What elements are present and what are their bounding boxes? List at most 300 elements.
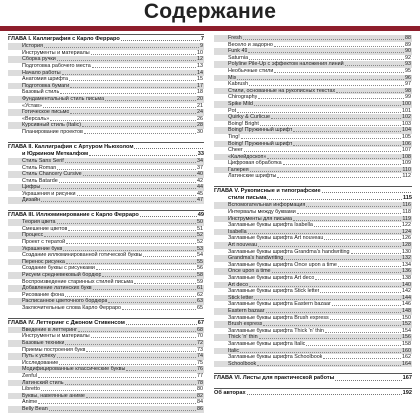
- toc-entries: [8, 43, 204, 135]
- toc-entry[interactable]: [214, 268, 412, 275]
- toc-entry[interactable]: [214, 134, 412, 141]
- toc-entry[interactable]: [8, 89, 204, 96]
- toc-entry[interactable]: [8, 340, 204, 347]
- toc-entry[interactable]: [8, 285, 204, 292]
- entry-page: 13: [197, 62, 203, 69]
- dot-leader: [102, 276, 196, 277]
- entry-title: Заглавные буквы шрифта Art deco: [228, 275, 315, 281]
- dot-leader: [259, 338, 401, 339]
- dot-leader: [63, 250, 196, 251]
- toc-entry[interactable]: [214, 42, 412, 49]
- dot-leader: [332, 305, 401, 306]
- dot-leader: [267, 199, 402, 200]
- chapter-heading[interactable]: [8, 142, 204, 150]
- dot-leader: [93, 289, 196, 290]
- toc-entry[interactable]: [214, 209, 412, 216]
- toc-entry[interactable]: [214, 167, 412, 174]
- entry-page: 65: [197, 305, 203, 311]
- toc-entry[interactable]: [8, 197, 204, 204]
- entry-page: 89: [405, 41, 411, 48]
- dot-leader: [86, 351, 196, 352]
- entry-title: Смешение цветов: [22, 225, 68, 232]
- entry-title: Путь к успеху: [22, 353, 56, 360]
- dot-leader: [274, 46, 404, 47]
- entry-title: Spike Mild: [228, 100, 253, 107]
- toc-entry[interactable]: [8, 305, 204, 312]
- toc-entry[interactable]: [214, 255, 412, 262]
- toc-entry[interactable]: [214, 222, 412, 229]
- entry-title: Заглавные буквы шрифта Eastern bazaar: [228, 301, 331, 308]
- entry-title: Буквы, навеянные аниме: [22, 392, 85, 399]
- dot-leader: [254, 299, 401, 300]
- toc-entry[interactable]: [214, 229, 412, 236]
- chapter-heading[interactable]: [214, 373, 412, 381]
- entry-title: Boing! Пружинный шрифт: [228, 140, 293, 147]
- toc-entry[interactable]: [8, 259, 204, 266]
- toc-entry[interactable]: [214, 262, 412, 269]
- toc-entry[interactable]: [214, 301, 412, 308]
- toc-entry[interactable]: [8, 76, 204, 83]
- chapter-page: 49: [197, 212, 204, 219]
- entry-title: Стили, основанные на рукописных текстах: [228, 87, 336, 94]
- entry-title: Теория цвета: [22, 219, 56, 226]
- chapter-heading[interactable]: [214, 388, 412, 396]
- dot-leader: [284, 259, 401, 260]
- dot-leader: [70, 113, 196, 114]
- entry-page: 30: [197, 128, 203, 135]
- toc-entry[interactable]: [8, 292, 204, 299]
- dot-leader: [57, 223, 196, 224]
- dot-leader: [143, 256, 196, 257]
- entry-title: Цифровая обработка: [228, 160, 282, 167]
- entry-title: Украшения и рисунки: [22, 190, 76, 197]
- dot-leader: [297, 213, 402, 214]
- page-title: Содержание: [143, 0, 277, 23]
- toc-entry[interactable]: [8, 122, 204, 129]
- dot-leader: [69, 80, 196, 81]
- entry-page: 10: [197, 49, 203, 56]
- dot-leader: [320, 292, 401, 293]
- entry-page: 116: [402, 202, 411, 209]
- dot-leader: [243, 39, 404, 40]
- toc-entry[interactable]: [8, 171, 204, 178]
- entry-title: История: [22, 43, 43, 50]
- dot-leader: [82, 126, 196, 127]
- dot-leader: [257, 365, 401, 366]
- entry-page: 134: [402, 261, 411, 268]
- entry-title: Заглавные буквы шрифта Brush express: [228, 314, 329, 321]
- entry-title: Проект с тератой: [22, 239, 66, 246]
- toc-entry[interactable]: [8, 50, 204, 57]
- entry-title: «Версаль»: [22, 115, 50, 122]
- toc-entry[interactable]: [8, 116, 204, 123]
- toc-entry[interactable]: [214, 249, 412, 256]
- toc-entry[interactable]: [214, 288, 412, 295]
- toc-entry[interactable]: [214, 334, 412, 341]
- toc-entry[interactable]: [8, 129, 204, 136]
- entry-title: Инструменты и материалы: [22, 49, 90, 56]
- entry-page: 100: [402, 100, 411, 107]
- chapter-title: ГЛАВА VI. Листы для практической работы: [214, 375, 335, 382]
- entry-title: Стиль Batarde: [22, 177, 58, 184]
- entry-page: 148: [402, 307, 411, 314]
- entry-page: 12: [197, 56, 203, 63]
- toc-entry[interactable]: [214, 216, 412, 223]
- toc-entry[interactable]: [214, 101, 412, 108]
- toc-entry[interactable]: [214, 315, 412, 322]
- entry-page: 126: [402, 235, 411, 242]
- entry-title: Заглавные буквы шрифта Isabella: [228, 222, 313, 229]
- toc-entry[interactable]: [214, 202, 412, 209]
- entry-page: 44: [197, 184, 203, 191]
- dot-leader: [267, 158, 401, 159]
- entry-page: 68: [197, 326, 203, 333]
- entry-page: 140: [402, 281, 411, 288]
- entry-title: Приемы построения букв: [22, 346, 86, 353]
- toc-entry[interactable]: [8, 63, 204, 70]
- toc-entry[interactable]: [214, 321, 412, 328]
- toc-entry[interactable]: [8, 333, 204, 340]
- entry-page: 84: [197, 399, 203, 406]
- entry-page: 142: [402, 288, 411, 295]
- dot-leader: [41, 188, 196, 189]
- entry-page: 108: [402, 153, 411, 160]
- toc-entry[interactable]: [8, 43, 204, 50]
- entry-title: Весело и задорно: [228, 41, 273, 48]
- entry-page: 26: [197, 115, 203, 122]
- dot-leader: [77, 195, 196, 196]
- toc-entry[interactable]: [8, 406, 204, 413]
- dot-leader: [293, 220, 401, 221]
- toc-entry[interactable]: [214, 108, 412, 115]
- toc-entry[interactable]: [8, 232, 204, 239]
- toc-entry[interactable]: [214, 35, 412, 42]
- entry-page: 158: [402, 340, 411, 347]
- entry-title: Libretto: [22, 386, 40, 393]
- chapter-page: 67: [197, 319, 204, 326]
- toc-entry[interactable]: [8, 399, 204, 406]
- entry-title: Thick 'n' thin: [228, 334, 258, 341]
- toc-entry[interactable]: [214, 114, 412, 121]
- entry-page: 104: [402, 127, 411, 134]
- dot-leader: [41, 390, 196, 391]
- toc-entry[interactable]: [8, 239, 204, 246]
- entry-page: 128: [402, 242, 411, 249]
- toc-entry[interactable]: [8, 184, 204, 191]
- dot-leader: [105, 100, 196, 101]
- entry-title: Ting!: [228, 133, 240, 140]
- dot-leader: [70, 87, 196, 88]
- entry-title: Eastern bazaar: [228, 307, 265, 314]
- title-bar: [0, 0, 420, 31]
- toc-entry[interactable]: [8, 298, 204, 305]
- dot-leader: [38, 403, 196, 404]
- toc-entry[interactable]: [8, 246, 204, 253]
- entry-page: 98: [405, 87, 411, 94]
- dot-leader: [306, 345, 401, 346]
- toc-entry[interactable]: [8, 279, 204, 286]
- chapter-page: 167: [402, 375, 412, 382]
- entry-page: 73: [197, 346, 203, 353]
- dot-leader: [140, 216, 197, 217]
- dot-leader: [122, 309, 196, 310]
- entry-title: Процесс: [22, 232, 44, 239]
- entry-title: Галерея: [228, 166, 249, 173]
- chapter-title: Об авторах: [214, 389, 246, 396]
- toc-entry[interactable]: [8, 56, 204, 63]
- entry-page: 59: [197, 278, 203, 285]
- entry-page: 28: [197, 122, 203, 129]
- toc-entry[interactable]: [8, 373, 204, 380]
- toc-entry[interactable]: [214, 75, 412, 82]
- toc-entry[interactable]: [214, 48, 412, 55]
- toc-entry[interactable]: [214, 328, 412, 335]
- entry-title: Дизайн: [22, 197, 41, 204]
- dot-leader: [249, 85, 404, 86]
- dot-leader: [263, 325, 401, 326]
- entry-page: 144: [402, 294, 411, 301]
- entry-title: Chirography: [228, 94, 258, 101]
- entry-page: 21: [197, 102, 203, 109]
- entry-title: Stick letter: [228, 294, 254, 301]
- toc-entry[interactable]: [214, 55, 412, 62]
- entry-title: Украшение букв: [22, 245, 63, 252]
- entry-title: Grandma's handwriting: [228, 255, 284, 262]
- toc-entry[interactable]: [214, 235, 412, 242]
- entry-title: Saturnia: [228, 54, 249, 61]
- dot-leader: [247, 394, 402, 395]
- entry-page: 138: [402, 275, 411, 281]
- toc-entry[interactable]: [8, 178, 204, 185]
- dot-leader: [96, 269, 196, 270]
- toc-entry[interactable]: [214, 354, 412, 361]
- dot-leader: [44, 47, 199, 48]
- dot-leader: [78, 331, 196, 332]
- entry-page: 160: [402, 347, 411, 354]
- entry-title: Fresh: [228, 35, 242, 41]
- dot-leader: [271, 118, 401, 119]
- dot-leader: [272, 272, 401, 273]
- dot-leader: [345, 65, 404, 66]
- toc-entry[interactable]: [214, 361, 412, 368]
- dot-leader: [351, 253, 401, 254]
- entry-title: Расписанное цветочного бордюра: [22, 298, 108, 305]
- entry-title: Исследование: [22, 359, 59, 366]
- entry-page: 52: [197, 239, 203, 246]
- toc-entry[interactable]: [214, 173, 412, 180]
- toc-entry[interactable]: [214, 275, 412, 282]
- toc-entry[interactable]: [214, 147, 412, 154]
- dot-leader: [49, 410, 196, 411]
- toc-chapter: [8, 142, 204, 205]
- chapter-subtitle: и Юджином Меткалфом: [22, 150, 89, 157]
- dot-leader: [241, 138, 401, 139]
- toc-entry[interactable]: [214, 242, 412, 249]
- dot-leader: [250, 171, 402, 172]
- toc-entry[interactable]: [214, 282, 412, 289]
- entry-title: Zenful: [22, 372, 37, 379]
- entry-title: Заглавные буквы шрифта Stick letter: [228, 288, 320, 295]
- entry-page: 47: [197, 197, 203, 204]
- entry-title: Заключительные слова Карло Ферраро: [22, 305, 122, 311]
- chapter-heading[interactable]: [8, 210, 204, 218]
- entry-page: 54: [197, 252, 203, 259]
- entry-title: Isabella: [228, 228, 247, 235]
- dot-leader: [335, 380, 401, 381]
- dot-leader: [91, 337, 196, 338]
- dot-leader: [249, 286, 401, 287]
- toc-entry[interactable]: [8, 103, 204, 110]
- toc-entry[interactable]: [8, 70, 204, 77]
- dot-leader: [248, 233, 401, 234]
- toc-entry[interactable]: [8, 158, 204, 165]
- chapter-page: 7: [200, 36, 204, 42]
- entry-page: 62: [197, 291, 203, 298]
- entry-title: Mix: [228, 74, 237, 81]
- entry-page: 40: [197, 171, 203, 178]
- toc-entries: [8, 327, 204, 413]
- toc-entry[interactable]: [8, 96, 204, 103]
- chapter-heading[interactable]: [8, 34, 204, 42]
- entry-title: «Устав»: [22, 102, 43, 109]
- toc-entry[interactable]: [8, 165, 204, 172]
- dot-leader: [38, 377, 196, 378]
- dot-leader: [293, 145, 401, 146]
- entry-title: Инструменты для письма: [228, 215, 292, 222]
- toc-entry[interactable]: [8, 219, 204, 226]
- entry-page: 110: [402, 166, 411, 173]
- toc-entry[interactable]: [8, 226, 204, 233]
- dot-leader: [254, 105, 401, 106]
- entry-page: 109: [402, 160, 411, 167]
- entry-page: 103: [402, 120, 411, 127]
- entry-page: 86: [197, 405, 203, 412]
- entry-page: 162: [402, 354, 411, 361]
- spacer: [322, 192, 411, 193]
- dot-leader: [59, 182, 196, 183]
- chapter-heading[interactable]: [8, 318, 204, 326]
- entry-title: Добавление латинских букв: [22, 285, 92, 292]
- entry-title: Создание буквы с рисунками: [22, 265, 95, 272]
- entry-page: 112: [402, 173, 411, 180]
- entry-page: 124: [402, 228, 411, 235]
- entry-title: Подготовка бумаги: [22, 82, 70, 89]
- entry-title: Интервалы между буквами: [228, 209, 296, 216]
- dot-leader: [59, 364, 196, 365]
- chapter-heading[interactable]: [214, 186, 412, 194]
- toc-entry[interactable]: [8, 272, 204, 279]
- entry-title: Планирование проектов: [22, 128, 83, 135]
- dot-leader: [65, 162, 196, 163]
- toc-entry[interactable]: [214, 121, 412, 128]
- toc-entry[interactable]: [8, 380, 204, 387]
- toc-entry[interactable]: [214, 341, 412, 348]
- entry-title: Funk 49: [228, 48, 248, 55]
- toc-entry[interactable]: [214, 348, 412, 355]
- chapter-title: ГЛАВА I. Каллиграфия с Карло Ферраро: [8, 36, 120, 42]
- entry-page: 101: [402, 107, 411, 114]
- toc-entry[interactable]: [8, 366, 204, 373]
- entry-title: Cheer: [228, 147, 243, 154]
- chapter-title: ГЛАВА IV. Леттеринг с Джоном Стивенсом: [8, 319, 125, 326]
- toc-entry[interactable]: [8, 191, 204, 198]
- entry-page: 34: [197, 157, 203, 164]
- toc-entry[interactable]: [8, 393, 204, 400]
- toc-entry[interactable]: [8, 83, 204, 90]
- toc-entry[interactable]: [214, 160, 412, 167]
- entry-page: 45: [197, 190, 203, 197]
- dot-leader: [244, 151, 401, 152]
- toc-entry[interactable]: [8, 265, 204, 272]
- toc-entry[interactable]: [8, 386, 204, 393]
- toc-entry[interactable]: [214, 154, 412, 161]
- toc-chapter: [8, 318, 204, 413]
- entry-page: 78: [197, 379, 203, 386]
- toc-chapter: [214, 388, 412, 396]
- dot-leader: [65, 344, 196, 345]
- dot-leader: [258, 246, 401, 247]
- entry-page: 75: [197, 359, 203, 366]
- entry-page: 119: [402, 215, 411, 222]
- toc-entry[interactable]: [8, 327, 204, 334]
- dot-leader: [237, 112, 401, 113]
- toc-chapter: [214, 373, 412, 381]
- entry-title: Kabrush: [228, 81, 249, 88]
- toc-entry[interactable]: [214, 68, 412, 75]
- entry-title: Заглавные буквы шрифта Thick 'n' thin: [228, 327, 324, 334]
- toc-entry[interactable]: [8, 109, 204, 116]
- toc-entry[interactable]: [214, 88, 412, 95]
- dot-leader: [91, 54, 196, 55]
- entry-title: Латинский стиль: [22, 379, 64, 386]
- entry-title: Анатомия шрифта: [22, 76, 69, 83]
- dot-leader: [260, 125, 401, 126]
- chapter-title: ГЛАВА V. Рукописные и типографские: [214, 188, 321, 195]
- toc-entry[interactable]: [8, 252, 204, 259]
- dot-leader: [83, 175, 196, 176]
- entry-page: 106: [402, 140, 411, 147]
- toc-entry[interactable]: [214, 94, 412, 101]
- dot-leader: [62, 74, 196, 75]
- toc-entry[interactable]: [214, 127, 412, 134]
- dot-leader: [134, 283, 196, 284]
- toc-entry[interactable]: [8, 347, 204, 354]
- toc-entry[interactable]: [214, 141, 412, 148]
- chapter-page: 192: [402, 389, 412, 396]
- toc-entry[interactable]: [214, 295, 412, 302]
- entry-page: 90: [405, 48, 411, 55]
- toc-entry[interactable]: [214, 308, 412, 315]
- dot-leader: [248, 52, 404, 53]
- entry-title: Belly Bean: [22, 405, 48, 412]
- chapter-subtitle-line: [214, 194, 412, 201]
- entry-title: Цифры: [22, 184, 41, 191]
- entry-title: Art nouveau: [228, 242, 258, 249]
- entry-title: Заглавные буквы шрифта Grandma's handwriting: [228, 248, 350, 255]
- toc-entry[interactable]: [8, 360, 204, 367]
- entry-title: Воспроизведение старинных стилей письма: [22, 278, 134, 285]
- dot-leader: [283, 164, 401, 165]
- toc-entry[interactable]: [8, 353, 204, 360]
- toc-entry[interactable]: [214, 81, 412, 88]
- entry-title: Стиль Chancery Cursive: [22, 171, 82, 178]
- entry-page: 20: [197, 95, 203, 102]
- toc-entry[interactable]: [214, 61, 412, 68]
- right-column: [214, 34, 412, 402]
- entry-page: 132: [402, 255, 411, 262]
- dot-leader: [57, 169, 196, 170]
- entry-title: Boing! Пружинный шрифт: [228, 127, 293, 134]
